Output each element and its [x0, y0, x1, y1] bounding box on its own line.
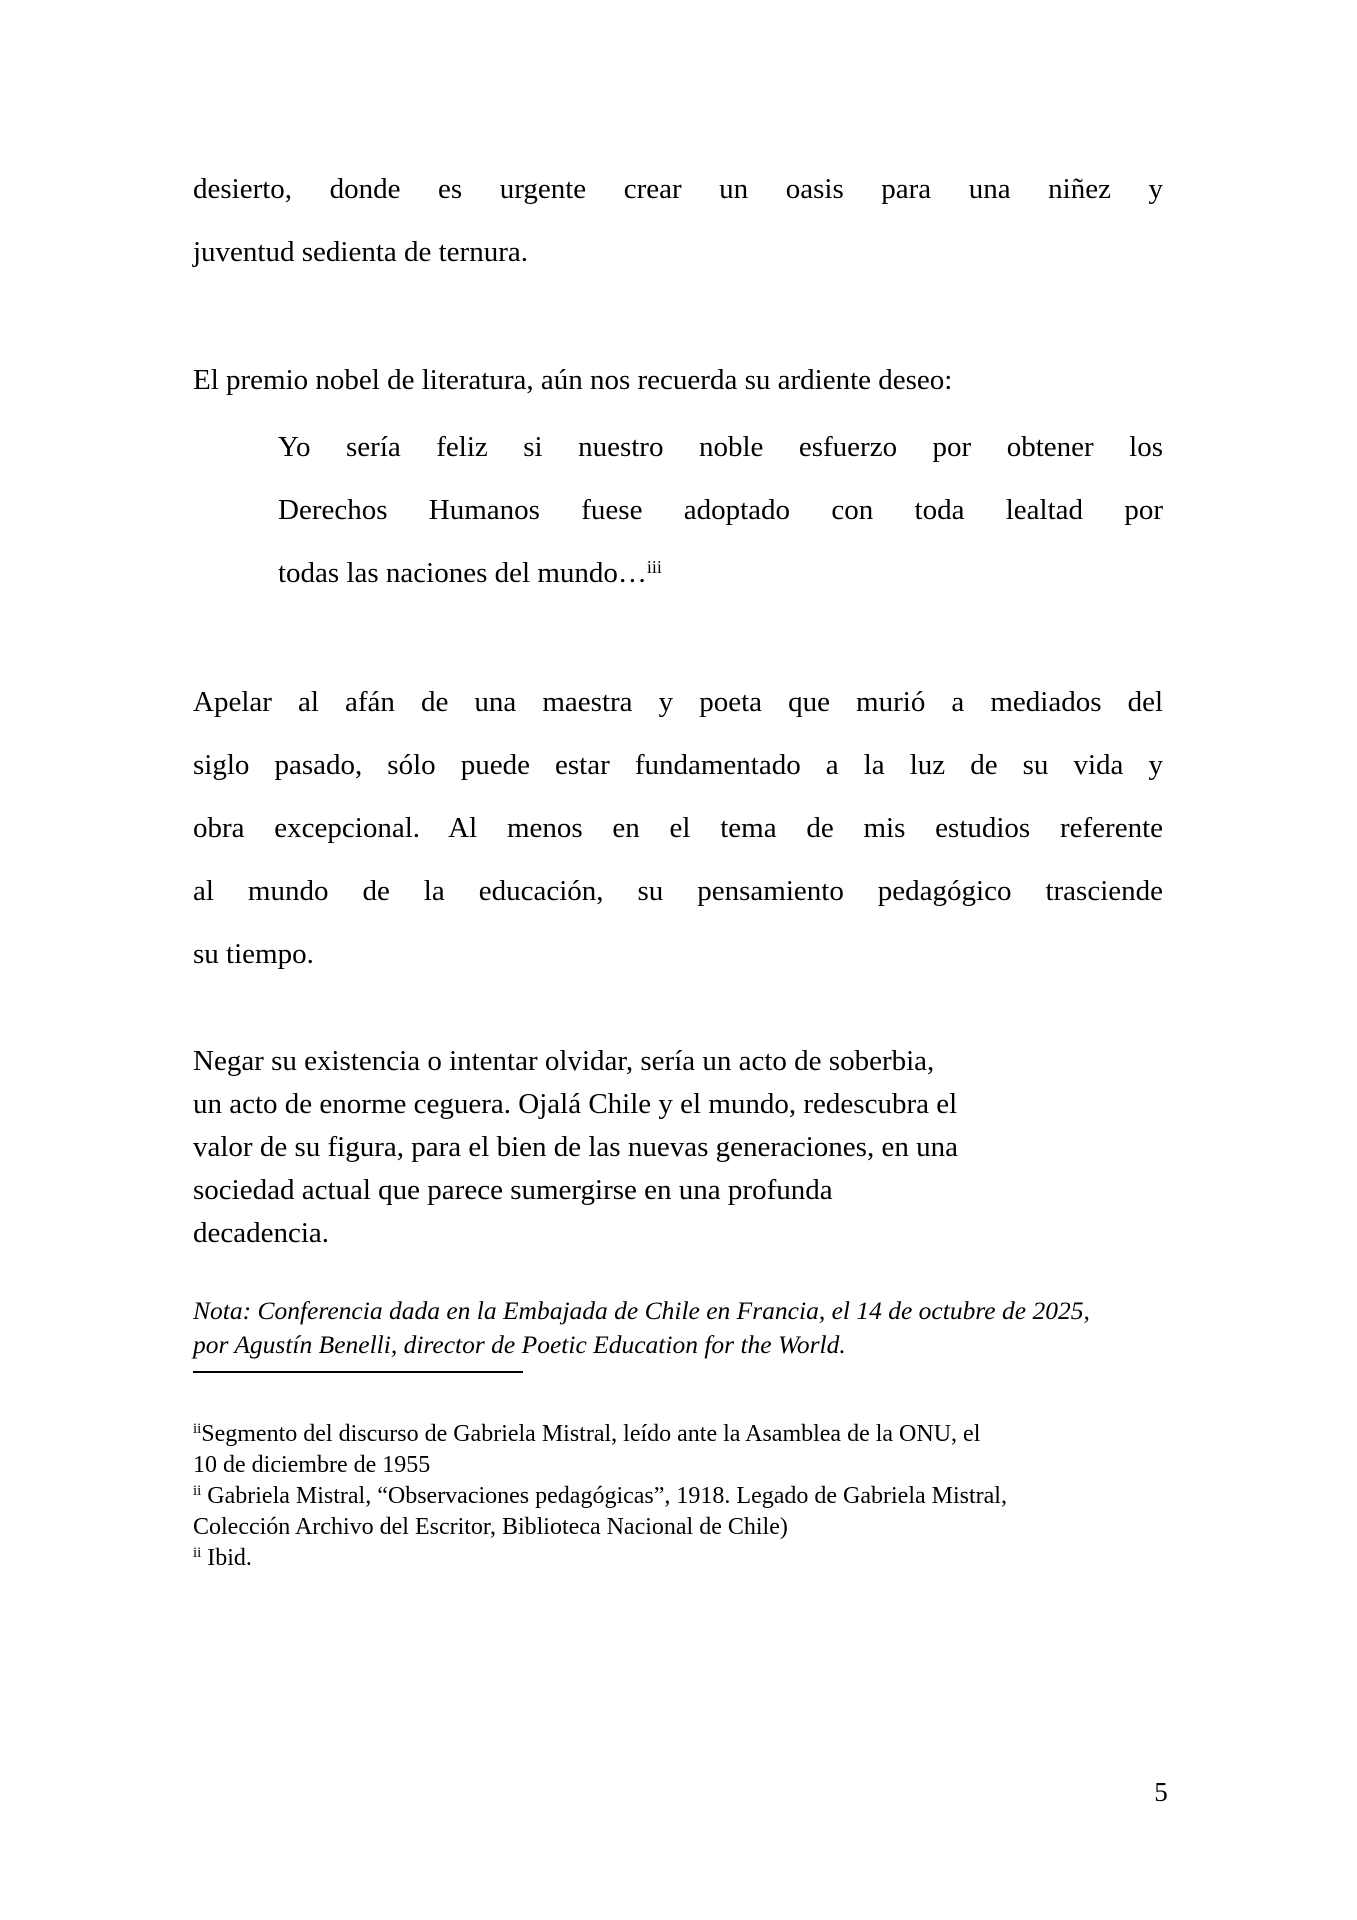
text-line: obra excepcional. Al menos en el tema de mis estudios referente [193, 812, 1163, 844]
text-line: Apelar al afán de una maestra y poeta que murió a mediados del [193, 686, 1163, 718]
nota-conferencia [193, 1294, 1203, 1362]
footnotes-section [193, 1419, 1203, 1574]
text-line: Yo sería feliz si nuestro noble esfuerzo por obtener los [278, 431, 1163, 463]
footnote-line [193, 1481, 1203, 1512]
text-line: juventud sedienta de ternura. [193, 236, 528, 268]
footnote-marker-superscript: ii [193, 1545, 202, 1562]
text-line: un acto de enorme ceguera. Ojalá Chile y el mundo, redescubra el [193, 1088, 958, 1120]
footnote-text: Ibid. [201, 1545, 252, 1571]
text-line: sociedad actual que parece sumergirse en una profunda [193, 1174, 833, 1206]
quote-last-line-text: todas las naciones del mundo… [278, 557, 647, 589]
paragraph-negar [193, 1040, 1163, 1255]
text-line: su tiempo. [193, 938, 314, 970]
footnote-separator-rule [193, 1371, 523, 1373]
text-line: desierto, donde es urgente crear un oasis para una niñez y [193, 173, 1163, 205]
text-line [278, 542, 1163, 605]
footnote-line [193, 1543, 1203, 1574]
text-line: siglo pasado, sólo puede estar fundamentado a la luz de su vida y [193, 749, 1163, 781]
paragraph-apelar [193, 671, 1163, 986]
footnote-text: Segmento del discurso de Gabriela Mistral, leído ante la Asamblea de la ONU, el [201, 1421, 981, 1447]
text-line: Derechos Humanos fuese adoptado con toda lealtad por [278, 494, 1163, 526]
text-line: decadencia. [193, 1217, 330, 1249]
text-line: El premio nobel de literatura, aún nos recuerda su ardiente deseo: [193, 364, 953, 396]
paragraph-premio-nobel [193, 349, 1163, 412]
text-line: Negar su existencia o intentar olvidar, sería un acto de soberbia, [193, 1045, 935, 1077]
footnote-marker-superscript: ii [193, 1421, 202, 1438]
text-line: Nota: Conferencia dada en la Embajada de Chile en Francia, el 14 de octubre de 2025, [193, 1296, 1090, 1325]
footnote-line: Colección Archivo del Escritor, Biblioteca Nacional de Chile) [193, 1514, 788, 1540]
paragraph-desierto [193, 158, 1163, 284]
footnote-text: Gabriela Mistral, “Observaciones pedagógicas”, 1918. Legado de Gabriela Mistral, [201, 1483, 1007, 1509]
blockquote-mistral [278, 416, 1163, 605]
text-line: por Agustín Benelli, director de Poetic Education for the World. [193, 1330, 846, 1359]
footnote-line [193, 1419, 1203, 1450]
text-line: al mundo de la educación, su pensamiento pedagógico trasciende [193, 875, 1163, 907]
footnote-marker-superscript: ii [193, 1483, 202, 1500]
page-number: 5 [1154, 1777, 1168, 1807]
footnote-line: 10 de diciembre de 1955 [193, 1452, 431, 1478]
footnote-reference-superscript: iii [646, 556, 662, 577]
text-line: valor de su figura, para el bien de las nuevas generaciones, en una [193, 1131, 958, 1163]
